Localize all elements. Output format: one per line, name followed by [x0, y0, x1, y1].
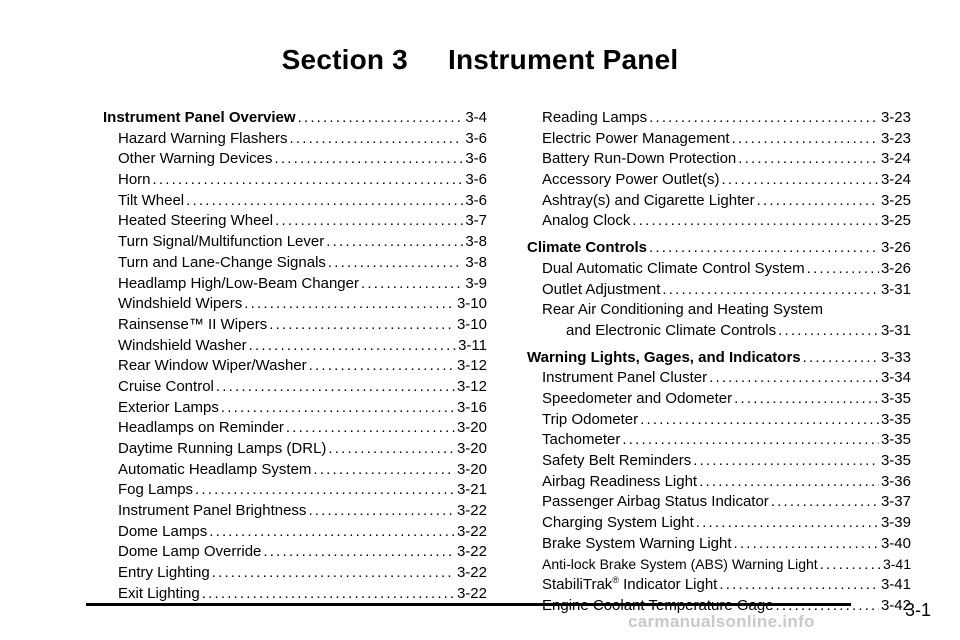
toc-entry[interactable]: Rainsense™ II Wipers ..... 3-10 — [103, 315, 487, 336]
toc-entry[interactable]: Turn and Lane-Change Signals ..... 3-8 — [103, 253, 487, 274]
leader-dots — [186, 191, 463, 212]
leader-dots — [195, 480, 455, 501]
toc-entry[interactable]: Ashtray(s) and Cigarette Lighter ..... 3-25 — [527, 191, 911, 212]
toc-entry-line2[interactable]: and Electronic Climate Controls ..... 3-31 — [527, 321, 911, 342]
leader-dots — [328, 253, 463, 274]
leader-dots — [771, 492, 879, 513]
leader-dots — [328, 439, 455, 460]
leader-dots — [649, 108, 879, 129]
toc-entry[interactable]: Fog Lamps ..... 3-21 — [103, 480, 487, 501]
footer-rule — [86, 603, 851, 606]
leader-dots — [693, 451, 879, 472]
leader-dots — [216, 377, 455, 398]
toc-entry[interactable]: Instrument Panel Brightness ..... 3-22 — [103, 501, 487, 522]
page-number: 3-1 — [905, 600, 932, 620]
leader-dots — [202, 584, 455, 605]
registered-mark: ® — [612, 575, 619, 586]
section-title — [0, 44, 960, 76]
toc-entry[interactable]: Hazard Warning Flashers ..... 3-6 — [103, 129, 487, 150]
toc-entry[interactable]: Tilt Wheel ..... 3-6 — [103, 191, 487, 212]
toc-entry-line1[interactable]: Rear Air Conditioning and Heating System — [542, 301, 823, 319]
toc-entry[interactable]: Headlamps on Reminder ..... 3-20 — [103, 418, 487, 439]
leader-dots — [734, 534, 879, 555]
leader-dots — [269, 315, 455, 336]
watermark: carmanualsonline.info — [628, 612, 815, 631]
leader-dots — [709, 368, 879, 389]
toc-entry[interactable]: Exterior Lamps ..... 3-16 — [103, 398, 487, 419]
toc-entry[interactable]: Dome Lamp Override ..... 3-22 — [103, 542, 487, 563]
leader-dots — [734, 389, 879, 410]
toc-entry[interactable]: Accessory Power Outlet(s) ..... 3-24 — [527, 170, 911, 191]
toc-entry[interactable]: Tachometer ..... 3-35 — [527, 430, 911, 451]
leader-dots — [308, 501, 455, 522]
toc-entry[interactable]: Brake System Warning Light ..... 3-40 — [527, 534, 911, 555]
toc-entry[interactable]: Cruise Control ..... 3-12 — [103, 377, 487, 398]
toc-entry[interactable]: Rear Window Wiper/Washer ..... 3-12 — [103, 356, 487, 377]
leader-dots — [778, 321, 879, 342]
leader-dots — [275, 211, 463, 232]
toc-entry[interactable]: Daytime Running Lamps (DRL) ..... 3-20 — [103, 439, 487, 460]
leader-dots — [212, 563, 455, 584]
toc-entry[interactable]: Instrument Panel Cluster ..... 3-34 — [527, 368, 911, 389]
toc-entry[interactable]: Headlamp High/Low-Beam Changer ..... 3-9 — [103, 274, 487, 295]
leader-dots — [757, 191, 879, 212]
leader-dots — [732, 129, 879, 150]
leader-dots — [275, 149, 464, 170]
toc-entry[interactable]: Analog Clock ..... 3-25 — [527, 211, 911, 232]
leader-dots — [719, 575, 879, 596]
leader-dots — [361, 274, 463, 295]
leader-dots — [632, 211, 879, 232]
leader-dots — [696, 513, 879, 534]
toc-entry[interactable]: Safety Belt Reminders ..... 3-35 — [527, 451, 911, 472]
toc-section-heading[interactable]: Climate Controls ..... 3-26 — [527, 238, 911, 259]
toc-entry[interactable]: Heated Steering Wheel ..... 3-7 — [103, 211, 487, 232]
section-number: Section 3 — [281, 44, 408, 75]
section-name: Instrument Panel — [447, 44, 679, 75]
toc-entry[interactable]: Passenger Airbag Status Indicator ..... 3-37 — [527, 492, 911, 513]
toc-entry[interactable]: Dome Lamps ..... 3-22 — [103, 522, 487, 543]
leader-dots — [722, 170, 879, 191]
toc-entry[interactable]: Automatic Headlamp System ..... 3-20 — [103, 460, 487, 481]
leader-dots — [309, 356, 455, 377]
leader-dots — [298, 108, 464, 129]
leader-dots — [244, 294, 455, 315]
toc-entry[interactable]: Battery Run-Down Protection ..... 3-24 — [527, 149, 911, 170]
leader-dots — [807, 259, 879, 280]
leader-dots — [209, 522, 455, 543]
toc-section-heading[interactable]: Warning Lights, Gages, and Indicators ..... 3-33 — [527, 348, 911, 369]
leader-dots — [290, 129, 464, 150]
leader-dots — [263, 542, 455, 563]
toc-entry[interactable]: Exit Lighting ..... 3-22 — [103, 584, 487, 605]
toc-entry[interactable]: Electric Power Management ..... 3-23 — [527, 129, 911, 150]
leader-dots — [286, 418, 455, 439]
toc-entry[interactable]: StabiliTrak® Indicator Light ..... 3-41 — [527, 575, 911, 596]
leader-dots — [803, 348, 879, 369]
toc-entry[interactable]: Reading Lamps ..... 3-23 — [527, 108, 911, 129]
toc-entry[interactable]: Windshield Washer ..... 3-11 — [103, 336, 487, 357]
toc-entry[interactable]: Speedometer and Odometer ..... 3-35 — [527, 389, 911, 410]
toc-entry[interactable]: Windshield Wipers ..... 3-10 — [103, 294, 487, 315]
toc-entry[interactable]: Anti-lock Brake System (ABS) Warning Light ..... 3-41 — [527, 554, 911, 575]
toc-entry[interactable]: Other Warning Devices ..... 3-6 — [103, 149, 487, 170]
leader-dots — [649, 238, 879, 259]
leader-dots — [249, 336, 456, 357]
toc-entry[interactable]: Charging System Light ..... 3-39 — [527, 513, 911, 534]
toc-entry[interactable]: Outlet Adjustment ..... 3-31 — [527, 280, 911, 301]
toc-entry[interactable]: Dual Automatic Climate Control System ..... 3-26 — [527, 259, 911, 280]
leader-dots — [699, 472, 879, 493]
leader-dots — [326, 232, 463, 253]
toc-entry[interactable]: Trip Odometer ..... 3-35 — [527, 410, 911, 431]
toc-entry[interactable]: ..... 3-42 — [527, 596, 911, 617]
leader-dots — [640, 410, 879, 431]
toc-left-column — [103, 108, 487, 605]
leader-dots — [662, 280, 879, 301]
leader-dots — [738, 149, 879, 170]
leader-dots — [313, 460, 455, 481]
leader-dots — [622, 430, 879, 451]
leader-dots — [820, 555, 881, 576]
toc-entry[interactable]: Instrument Panel Overview ..... 3-4 — [103, 108, 487, 129]
toc-entry[interactable]: Turn Signal/Multifunction Lever ..... 3-8 — [103, 232, 487, 253]
toc-entry[interactable]: Entry Lighting ..... 3-22 — [103, 563, 487, 584]
leader-dots — [153, 170, 464, 191]
toc-entry[interactable]: Airbag Readiness Light ..... 3-36 — [527, 472, 911, 493]
toc-right-column — [527, 108, 911, 617]
leader-dots — [221, 398, 455, 419]
toc-entry[interactable]: Horn ..... 3-6 — [103, 170, 487, 191]
